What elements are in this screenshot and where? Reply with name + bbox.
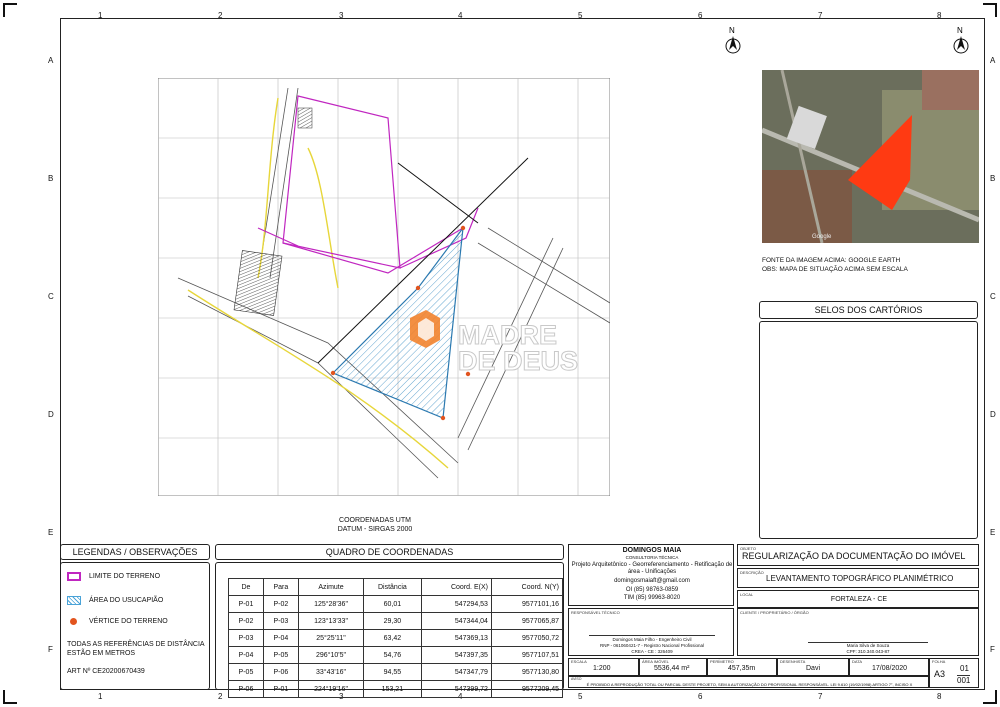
north-arrow-icon [722,24,744,58]
svg-text:N: N [957,26,963,35]
data-cell [849,658,929,676]
responsible-name: Domingos Maia Filho - Engenheiro Civil [612,637,692,642]
legend-title-box [60,544,210,560]
cell-azimute: 125°28'36" [298,596,363,613]
table-row [229,664,563,681]
aviso-cell [568,676,929,688]
crop-mark-bottom-right [983,690,997,704]
descricao-label: DESCRIÇÃO [740,570,764,575]
selos-area [759,321,978,539]
company-phone-2: TIM (85) 99963-8020 [623,595,681,601]
cell-de: P-04 [229,647,264,664]
map-captions [762,256,908,274]
area-value: 5536,44 m² [654,665,690,672]
grid-row-d: D [48,410,54,419]
company-services: Projeto Arquitetônico - Georreferenciamento - Retificação de área - Unificações [571,562,733,575]
watermark-line1: MADRE [458,320,557,350]
grid-row-e: E [48,528,54,537]
cell-de: P-06 [229,681,264,698]
cliente-box [737,608,979,656]
legend-vertex-label: VÉRTICE DO TERRENO [89,618,168,625]
descricao-value: LEVANTAMENTO TOPOGRÁFICO PLANIMÉTRICO [766,574,954,583]
cell-coord-e: 547344,04 [421,613,491,630]
crop-mark-bottom-left [3,690,17,704]
grid-row-c: C [48,292,54,301]
desenhista-label: DESENHISTA [780,659,806,664]
north-arrow-icon-2 [950,24,972,58]
descricao-box [737,568,979,588]
legend-box [60,562,210,690]
cell-distancia: 60,01 [364,596,421,613]
area-swatch [67,596,81,605]
company-phone-1: OI (85) 98763-0859 [625,587,679,593]
escala-cell [568,658,639,676]
google-mark: Google [812,234,832,240]
header-azimute: Azimute [298,579,363,596]
building-block [234,251,282,316]
table-header-row [229,579,563,596]
coords-caption [300,516,450,534]
table-row [229,630,563,647]
grid-row-d-right: D [990,410,996,419]
legend-limit-label: LIMITE DO TERRENO [89,573,161,580]
perimetro-label: PERÍMETRO [710,659,734,664]
coords-system-label: COORDENADAS UTM [339,517,411,524]
formato-value: A3 [934,669,946,679]
cell-de: P-05 [229,664,264,681]
cell-coord-e: 547347,79 [421,664,491,681]
datum-label: DATUM - SIRGAS 2000 [337,526,413,533]
cell-para: P-04 [263,630,298,647]
responsible-rnp: RNP - 061060421-7 - Registro Nacional Profissional [600,643,704,648]
cell-coord-n: 9577209,45 [491,681,562,698]
cell-de: P-01 [229,596,264,613]
grid-col-2: 2 [218,11,223,20]
legend-area-label: ÁREA DO USUCAPIÃO [89,597,164,604]
grid-col-5: 5 [578,11,583,20]
topographic-plan [158,78,610,496]
cell-azimute: 296°10'5" [298,647,363,664]
cell-para: P-06 [263,664,298,681]
grid-col-7: 7 [818,11,823,20]
cell-coord-n: 9577130,80 [491,664,562,681]
crop-mark-top-right [983,3,997,17]
grid-row-b: B [48,174,54,183]
header-coord-e: Coord. E(X) [421,579,491,596]
escala-label: ESCALA [571,659,587,664]
header-de: De [229,579,264,596]
grid-col-3-bottom: 3 [339,692,344,701]
desenhista-value: Davi [806,665,821,672]
folha-value: 01 [960,664,969,673]
grid-col-6-bottom: 6 [698,692,703,701]
cell-para: P-01 [263,681,298,698]
legend-distance-note: TODAS AS REFERÊNCIAS DE DISTÂNCIA ESTÃO EM METROS [67,641,205,657]
local-box [737,590,979,608]
local-label: LOCAL [740,592,754,597]
objeto-value: REGULARIZAÇÃO DA DOCUMENTAÇÃO DO IMÓVEL [742,551,966,561]
grid-col-6: 6 [698,11,703,20]
header-coord-n: Coord. N(Y) [491,579,562,596]
cell-para: P-05 [263,647,298,664]
objeto-label: OBJETO [740,546,756,551]
grid-row-f: F [48,645,53,654]
selos-title-box [759,301,978,319]
cell-de: P-02 [229,613,264,630]
limit-swatch [67,572,81,581]
folha-total-value: 001 [957,676,971,685]
cell-distancia: 94,55 [364,664,421,681]
location-satellite-map [762,70,979,243]
local-value: FORTALEZA - CE [830,596,888,603]
cell-coord-e: 547397,35 [421,647,491,664]
svg-text:N: N [729,26,735,35]
art-number: ART Nº CE20200670439 [67,668,145,675]
aviso-text: É PROIBIDO A REPRODUÇÃO TOTAL OU PARCIAL DESTE PROJETO, SEM A AUTORIZAÇÃO DO PROFISSIONAL RESPONSÁVEL. LEI 9.610 (19/02/1998) ARTIGO 7°, INCISO X [586,682,913,687]
grid-col-1: 1 [98,11,103,20]
vertex-swatch [70,618,77,625]
perimetro-value: 457,35m [728,665,756,672]
grid-row-e-right: E [990,528,996,537]
cell-azimute: 25°25'11" [298,630,363,647]
table-row [229,613,563,630]
folha-label: FOLHA [932,659,946,664]
company-name: DOMINGOS MAIA [622,547,682,554]
objeto-box [737,544,979,566]
cell-azimute: 224°19'16" [298,681,363,698]
cliente-cpf: CPF: 310.340.043-87 [846,649,890,654]
grid-row-c-right: C [990,292,996,301]
building-block-small [298,108,312,128]
area-cell [639,658,707,676]
legend-title: LEGENDAS / OBSERVAÇÕES [72,547,198,557]
responsible-box [568,608,734,656]
cliente-name: Maria Silva de Souza [846,643,890,648]
responsible-label: RESPONSÁVEL TÉCNICO [571,610,620,615]
cell-coord-n: 9577050,72 [491,630,562,647]
company-email: domingosmaiaft@gmail.com [614,578,690,584]
aviso-label: AVISO [571,677,582,681]
grid-col-7-bottom: 7 [818,692,823,701]
watermark-line2: DE DEUS [458,346,579,376]
escala-value: 1:200 [593,665,611,672]
cell-coord-e: 547399,72 [421,681,491,698]
data-label: DATA [852,659,863,664]
grid-col-3: 3 [339,11,344,20]
grid-col-4-bottom: 4 [458,692,463,701]
cell-para: P-03 [263,613,298,630]
desenhista-cell [777,658,849,676]
cell-coord-n: 9577101,16 [491,596,562,613]
map-source-caption: FONTE DA IMAGEM ACIMA: GOOGLE EARTH [762,257,901,264]
cell-coord-n: 9577065,87 [491,613,562,630]
grid-row-b-right: B [990,174,996,183]
data-value: 17/08/2020 [872,665,908,672]
coords-title-box [215,544,564,560]
cell-azimute: 33°43'16" [298,664,363,681]
cell-coord-e: 547294,53 [421,596,491,613]
folha-cell [929,658,979,688]
responsible-crea: CREA - CE : 326409 [631,649,673,654]
cell-coord-n: 9577107,51 [491,647,562,664]
cell-distancia: 54,76 [364,647,421,664]
table-row [229,647,563,664]
selos-title: SELOS DOS CARTÓRIOS [814,305,923,315]
area-label: ÁREA IMÓVEL [642,659,669,664]
grid-row-a-right: A [990,56,996,65]
grid-col-5-bottom: 5 [578,692,583,701]
perimetro-cell [707,658,777,676]
grid-col-4: 4 [458,11,463,20]
cell-distancia: 29,30 [364,613,421,630]
signature-line [589,635,715,636]
map-scale-note: OBS: MAPA DE SITUAÇÃO ACIMA SEM ESCALA [762,266,908,273]
cliente-label: CLIENTE / PROPRIETÁRIO / ÓRGÃO [740,610,809,615]
grid-col-2-bottom: 2 [218,692,223,701]
cell-coord-e: 547369,13 [421,630,491,647]
coords-title: QUADRO DE COORDENADAS [325,547,454,557]
company-box [568,544,734,606]
grid-col-1-bottom: 1 [98,692,103,701]
grid-row-a: A [48,56,54,65]
cell-de: P-03 [229,630,264,647]
cell-distancia: 153,21 [364,681,421,698]
grid-row-f-right: F [990,645,995,654]
table-row [229,681,563,698]
header-distancia: Distância [364,579,421,596]
header-para: Para [263,579,298,596]
grid-col-8: 8 [937,11,942,20]
grid-col-8-bottom: 8 [937,692,942,701]
crop-mark-top-left [3,3,17,17]
cell-para: P-02 [263,596,298,613]
coordinates-table [228,578,563,698]
company-subtitle: CONSULTORIA TÉCNICA [625,555,679,560]
cell-distancia: 63,42 [364,630,421,647]
cell-azimute: 123°13'33" [298,613,363,630]
table-row [229,596,563,613]
